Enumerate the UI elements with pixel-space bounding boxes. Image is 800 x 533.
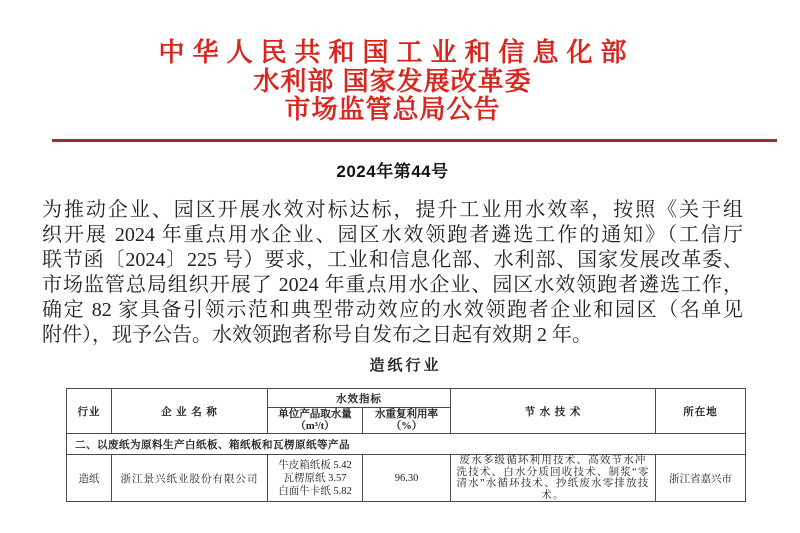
body-line: 为推动企业、园区开展水效对标达标，提升工业用水效率，按照《关于组 xyxy=(42,199,743,221)
body-line: 确定 82 家具备引领示范和典型带动效应的水效领跑者企业和园区（名单见 xyxy=(42,299,743,321)
intake-label: 单位产品取水量 xyxy=(278,408,352,420)
announcement-body xyxy=(42,198,743,348)
col-header-company: 企 业 名 称 xyxy=(112,389,268,434)
intake-line: 白面牛卡纸 5.82 xyxy=(278,485,352,497)
reuse-label: 水重复利用率 xyxy=(375,408,438,420)
title-line-1: 中华人民共和国工业和信息化部 xyxy=(158,37,635,67)
title-line-2: 水利部 国家发展改革委 xyxy=(253,65,532,96)
cell-tech: 废水多级循环利用技术、高效节水冲洗技术、白水分质回收技术、制浆“零清水”水循环技术、抄纸废水零排放技术。 xyxy=(451,455,656,502)
col-header-intake xyxy=(268,408,363,434)
col-header-tech: 节 水 技 术 xyxy=(451,389,656,434)
col-header-industry: 行业 xyxy=(67,389,112,434)
col-header-reuse xyxy=(363,408,451,434)
section-row-label: 二、以废纸为原料生产白纸板、箱纸板和瓦楞原纸等产品 xyxy=(67,434,746,455)
col-header-location: 所在地 xyxy=(656,389,746,434)
red-divider-line xyxy=(52,139,777,142)
cell-reuse-rate: 96.30 xyxy=(363,455,451,502)
reuse-unit: （%） xyxy=(390,420,423,432)
cell-location: 浙江省嘉兴市 xyxy=(656,455,746,502)
table-section-row xyxy=(67,434,746,455)
title-line-3: 市场监管总局公告 xyxy=(284,94,501,124)
announcement-title xyxy=(42,38,743,124)
table-row xyxy=(67,455,746,502)
water-efficiency-table xyxy=(66,388,746,502)
body-line: 织开展 2024 年重点用水企业、园区水效领跑者遴选工作的通知》（工信厅 xyxy=(42,224,743,246)
cell-industry: 造纸 xyxy=(67,455,112,502)
cell-company: 浙江景兴纸业股份有限公司 xyxy=(112,455,268,502)
intake-unit: （m³/t） xyxy=(295,420,335,432)
intake-line: 牛皮箱纸板 5.42 xyxy=(278,459,352,471)
body-line: 联节函〔2024〕225 号）要求，工业和信息化部、水利部、国家发展改革委、 xyxy=(42,249,743,271)
document-number: 2024年第44号 xyxy=(336,162,449,181)
body-line: 附件），现予公告。水效领跑者称号自发布之日起有效期 2 年。 xyxy=(42,324,592,346)
body-line: 市场监管总局组织开展了 2024 年重点用水企业、园区水效领跑者遴选工作， xyxy=(42,274,743,296)
col-header-efficiency-group: 水效指标 xyxy=(268,389,451,408)
intake-line: 瓦楞原纸 3.57 xyxy=(283,472,347,484)
table-header-row-1 xyxy=(67,389,746,408)
industry-section-title: 造纸行业 xyxy=(369,358,442,374)
cell-intake xyxy=(268,455,363,502)
